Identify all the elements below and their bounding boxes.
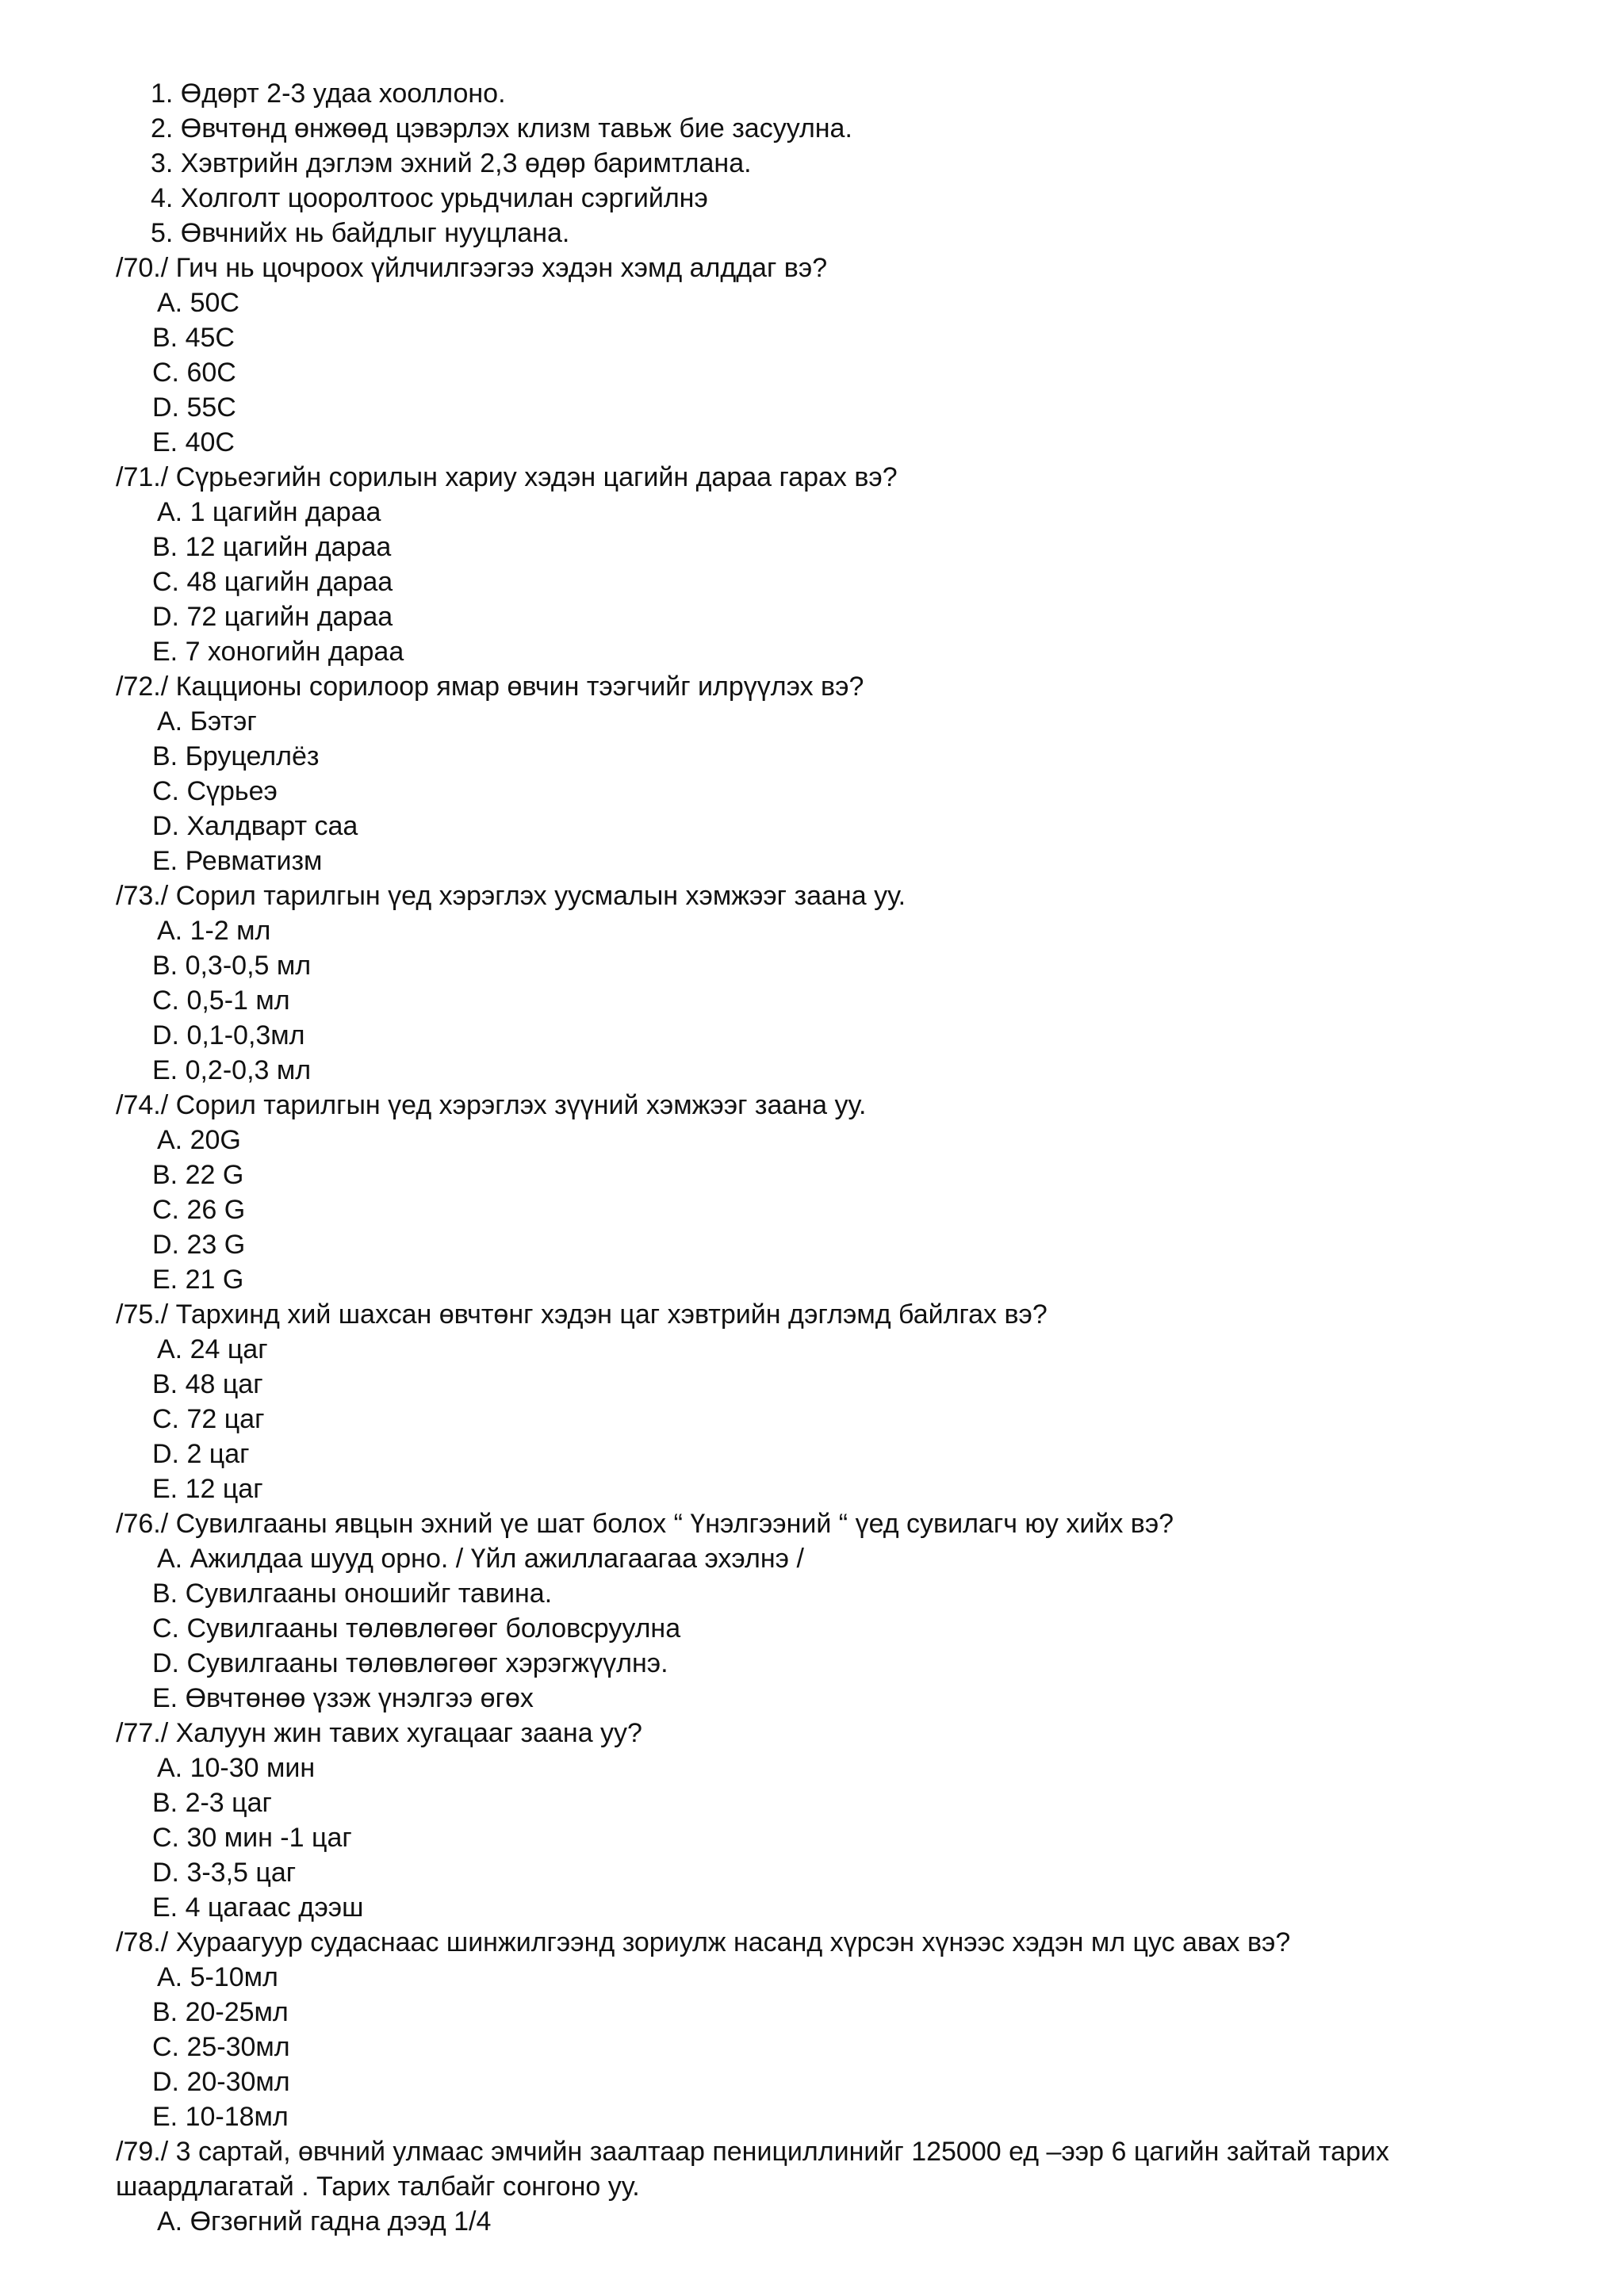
option-e: E. 0,2-0,3 мл [152, 1055, 312, 1085]
option-d: D. 72 цагийн дараа [152, 602, 393, 632]
option-e: E. 10-18мл [152, 2102, 289, 2132]
option-a: A. 1-2 мл [157, 916, 271, 946]
question-79-continued: шаардлагатай . Тарих талбайг сонгоно уу. [116, 2172, 640, 2202]
option-b: B. 45C [152, 323, 235, 353]
option-a: A. Өгзөгний гадна дээд 1/4 [157, 2206, 492, 2237]
option-d: D. Халдварт саа [152, 811, 358, 841]
option-d: D. 3-3,5 цаг [152, 1858, 297, 1888]
list-item: 4. Холголт цооролтоос урьдчилан сэргийлнэ [151, 183, 708, 213]
option-a: A. 24 цаг [157, 1334, 268, 1364]
question-75: /75./ Тархинд хий шахсан өвчтөнг хэдэн цаг хэвтрийн дэглэмд байлгах вэ? [116, 1299, 1048, 1330]
option-d: D. 2 цаг [152, 1439, 250, 1469]
option-b: B. 2-3 цаг [152, 1788, 272, 1818]
option-c: C. Сувилгааны төлөвлөгөөг боловсруулна [152, 1613, 681, 1644]
question-77: /77./ Халуун жин тавих хугацааг заана уу? [116, 1718, 642, 1748]
option-c: C. 26 G [152, 1195, 246, 1225]
question-72: /72./ Кацционы сорилоор ямар өвчин тээгчийг илрүүлэх вэ? [116, 672, 864, 702]
question-70: /70./ Гич нь цочроох үйлчилгээгээ хэдэн хэмд алддаг вэ? [116, 253, 828, 283]
option-a: A. Бэтэг [157, 706, 257, 737]
option-b: B. 20-25мл [152, 1997, 289, 2027]
option-e: E. Өвчтөнөө үзэж үнэлгээ өгөх [152, 1683, 534, 1713]
option-e: E. Ревматизм [152, 846, 323, 876]
option-d: D. Сувилгааны төлөвлөгөөг хэрэгжүүлнэ. [152, 1648, 668, 1678]
option-d: D. 0,1-0,3мл [152, 1020, 305, 1050]
list-item: 5. Өвчнийх нь байдлыг нууцлана. [151, 218, 570, 248]
list-item: 2. Өвчтөнд өнжөөд цэвэрлэх клизм тавьж бие засуулна. [151, 113, 852, 144]
option-c: C. 25-30мл [152, 2032, 290, 2062]
option-c: C. 0,5-1 мл [152, 985, 290, 1016]
list-item: 3. Хэвтрийн дэглэм эхний 2,3 өдөр баримтлана. [151, 148, 752, 178]
option-b: B. 12 цагийн дараа [152, 532, 392, 562]
option-c: C. 30 мин -1 цаг [152, 1823, 352, 1853]
option-a: A. Ажилдаа шууд орно. / Үйл ажиллагаагаа эхэлнэ / [157, 1544, 804, 1574]
option-e: E. 12 цаг [152, 1474, 263, 1504]
option-c: C. Сүрьеэ [152, 776, 278, 806]
list-item: 1. Өдөрт 2-3 удаа хооллоно. [151, 78, 506, 109]
option-b: B. Сувилгааны оношийг тавина. [152, 1578, 553, 1609]
document-content [116, 76, 1543, 2239]
option-a: A. 1 цагийн дараа [157, 497, 381, 527]
question-74: /74./ Сорил тарилгын үед хэрэглэх зүүний хэмжээг заана уу. [116, 1090, 867, 1120]
question-71: /71./ Сүрьеэгийн сорилын хариу хэдэн цагийн дараа гарах вэ? [116, 462, 898, 492]
question-79: /79./ 3 сартай, өвчний улмаас эмчийн заалтаар пенициллинийг 125000 ед –ээр 6 цагийн зайтай тарих [116, 2137, 1389, 2167]
option-b: B. Бруцеллёз [152, 741, 320, 771]
option-e: E. 4 цагаас дээш [152, 1892, 364, 1923]
option-d: D. 23 G [152, 1230, 246, 1260]
option-c: C. 48 цагийн дараа [152, 567, 393, 597]
question-76: /76./ Сувилгааны явцын эхний үе шат болох “ Үнэлгээний “ үед сувилагч юу хийх вэ? [116, 1509, 1174, 1539]
option-d: D. 20-30мл [152, 2067, 290, 2097]
option-d: D. 55C [152, 392, 236, 423]
option-e: E. 40C [152, 427, 235, 457]
option-b: B. 22 G [152, 1160, 244, 1190]
option-c: C. 60C [152, 358, 236, 388]
option-b: B. 48 цаг [152, 1369, 263, 1399]
option-e: E. 21 G [152, 1265, 244, 1295]
question-78: /78./ Хураагуур судаснаас шинжилгээнд зориулж насанд хүрсэн хүнээс хэдэн мл цус авах вэ? [116, 1927, 1291, 1957]
option-a: A. 20G [157, 1125, 241, 1155]
question-73: /73./ Сорил тарилгын үед хэрэглэх уусмалын хэмжээг заана уу. [116, 881, 906, 911]
option-a: A. 50C [157, 288, 239, 318]
option-c: C. 72 цаг [152, 1404, 265, 1434]
option-e: E. 7 хоногийн дараа [152, 637, 404, 667]
option-a: A. 5-10мл [157, 1962, 278, 1992]
option-b: B. 0,3-0,5 мл [152, 951, 312, 981]
option-a: A. 10-30 мин [157, 1753, 316, 1783]
